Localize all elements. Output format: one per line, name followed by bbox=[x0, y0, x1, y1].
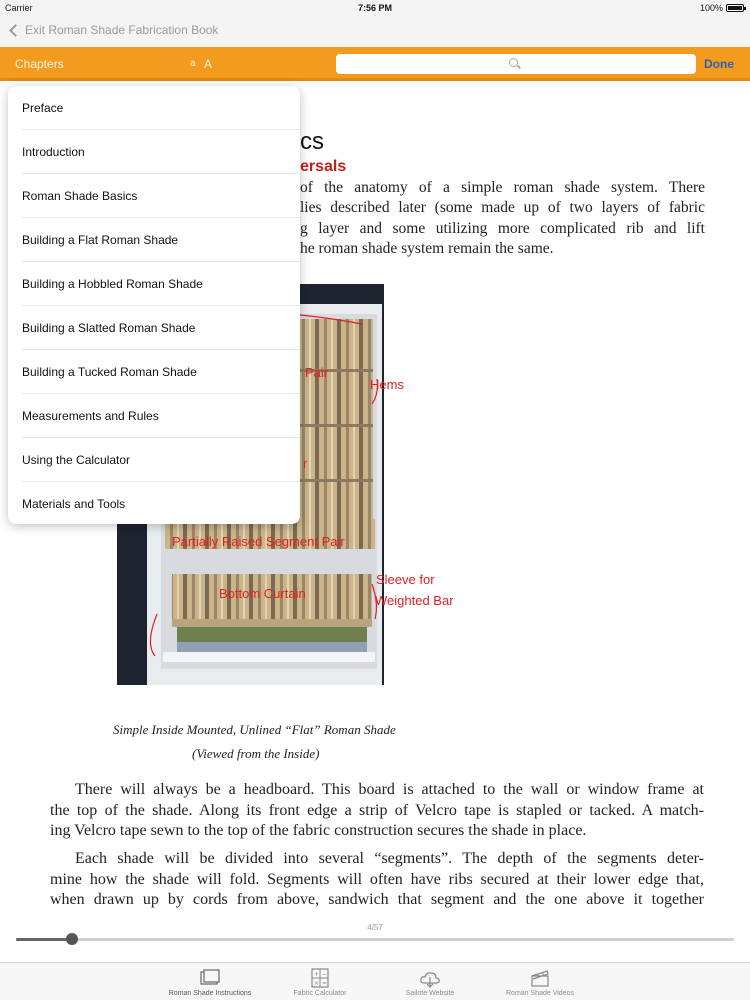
paragraph-line: when drawn up by cords from above, sandwich that segment and the one above it together bbox=[50, 891, 704, 908]
paragraph-line: mine how the shade will fold. Segments will often have ribs secured at their lower edge that, bbox=[50, 871, 704, 888]
figure-label-hems: Hems bbox=[370, 377, 404, 392]
svg-text:−: − bbox=[322, 971, 328, 978]
chapter-item-tucked-roman-shade[interactable]: Building a Tucked Roman Shade bbox=[8, 350, 300, 394]
paragraph-line: lies described later (some made up of two layers of fabric bbox=[300, 199, 705, 216]
chapters-button[interactable]: Chapters bbox=[15, 57, 64, 71]
search-icon bbox=[509, 58, 518, 67]
paragraph-line: of the anatomy of a simple roman shade system. There bbox=[300, 179, 705, 196]
status-bar bbox=[0, 0, 750, 16]
figure-label-pair-top: Pair bbox=[305, 365, 329, 380]
chapter-heading: cs bbox=[300, 128, 324, 155]
tab-label: Fabric Calculator bbox=[293, 990, 347, 997]
figure-caption: Simple Inside Mounted, Unlined “Flat” Roman Shade bbox=[113, 722, 396, 737]
clapper-icon bbox=[529, 968, 551, 988]
paragraph-line: ing Velcro tape sewn to the top of the fabric construction secures the shade in place. bbox=[50, 822, 587, 839]
reader-toolbar bbox=[0, 47, 750, 81]
chapter-item-slatted-roman-shade[interactable]: Building a Slatted Roman Shade bbox=[8, 306, 300, 350]
svg-text:=: = bbox=[322, 980, 328, 987]
paragraph-line: Each shade will be divided into several “segments”. The depth of the segments deter- bbox=[75, 850, 704, 867]
exit-book-label: Exit Roman Shade Fabrication Book bbox=[25, 23, 219, 37]
tab-label: Roman Shade Videos bbox=[506, 990, 574, 997]
chapter-item-using-calculator[interactable]: Using the Calculator bbox=[8, 438, 300, 482]
figure-label-pair-mid: r bbox=[303, 456, 308, 471]
chapter-item-roman-shade-basics[interactable]: Roman Shade Basics bbox=[8, 174, 300, 218]
tab-bar bbox=[0, 962, 750, 1000]
chevron-left-icon bbox=[9, 24, 22, 37]
tab-roman-shade-instructions[interactable] bbox=[155, 963, 265, 1000]
battery-icon bbox=[726, 4, 744, 12]
clock: 7:56 PM bbox=[357, 3, 392, 13]
battery-percent: 100% bbox=[699, 3, 723, 13]
decrease-font-button[interactable]: a bbox=[190, 58, 196, 69]
scrubber-progress bbox=[16, 938, 72, 941]
figure-label-sleeve: Sleeve for bbox=[376, 572, 435, 587]
battery-status bbox=[700, 3, 744, 13]
page-scrubber bbox=[0, 918, 750, 960]
section-heading: ersals bbox=[300, 158, 347, 175]
search-input[interactable] bbox=[336, 54, 696, 74]
chapter-item-flat-roman-shade[interactable]: Building a Flat Roman Shade bbox=[8, 218, 300, 262]
tab-label: Sailrite Website bbox=[405, 990, 455, 997]
increase-font-button[interactable]: A bbox=[204, 57, 213, 71]
figure-caption-sub: (Viewed from the Inside) bbox=[192, 746, 320, 761]
paragraph-line: There will always be a headboard. This board is attached to the wall or window frame at bbox=[75, 781, 704, 798]
nav-bar bbox=[0, 16, 750, 47]
paragraph-line: he roman shade system remain the same. bbox=[300, 240, 554, 257]
done-button[interactable]: Done bbox=[704, 57, 734, 71]
paragraph-line: the top of the shade. Along its front edge a strip of Velcro tape is stapled or tacked. A match- bbox=[50, 802, 704, 819]
page-count-label: 4/57 bbox=[367, 923, 383, 932]
tab-fabric-calculator[interactable] bbox=[265, 963, 375, 1000]
tab-sailrite-website[interactable] bbox=[375, 963, 485, 1000]
svg-text:+: + bbox=[314, 971, 320, 978]
cloud-icon bbox=[419, 968, 441, 988]
carrier-label: Carrier bbox=[5, 3, 33, 13]
scrubber-track[interactable] bbox=[16, 938, 734, 941]
figure-label-partially-raised: Partially Raised Segment Pair bbox=[172, 534, 345, 549]
chapters-popover bbox=[8, 86, 300, 524]
chapter-item-hobbled-roman-shade[interactable]: Building a Hobbled Roman Shade bbox=[8, 262, 300, 306]
scrubber-thumb[interactable] bbox=[66, 933, 78, 945]
figure-label-weighted-bar: Weighted Bar bbox=[375, 593, 454, 608]
exit-book-button[interactable] bbox=[8, 23, 218, 37]
chapter-item-preface[interactable]: Preface bbox=[8, 86, 300, 130]
chapter-item-materials-tools[interactable]: Materials and Tools bbox=[22, 497, 126, 511]
tab-roman-shade-videos[interactable] bbox=[485, 963, 595, 1000]
chapter-item-introduction[interactable]: Introduction bbox=[8, 130, 300, 174]
svg-text:×: × bbox=[314, 980, 320, 987]
chapter-item-measurements-rules[interactable]: Measurements and Rules bbox=[8, 394, 300, 438]
figure-label-bottom-curtain: Bottom Curtain bbox=[219, 586, 306, 601]
calculator-icon bbox=[309, 968, 331, 988]
book-icon bbox=[199, 968, 221, 988]
paragraph-line: g layer and some utilizing more complicated rib and lift bbox=[300, 220, 705, 237]
tab-label: Roman Shade Instructions bbox=[168, 990, 252, 997]
